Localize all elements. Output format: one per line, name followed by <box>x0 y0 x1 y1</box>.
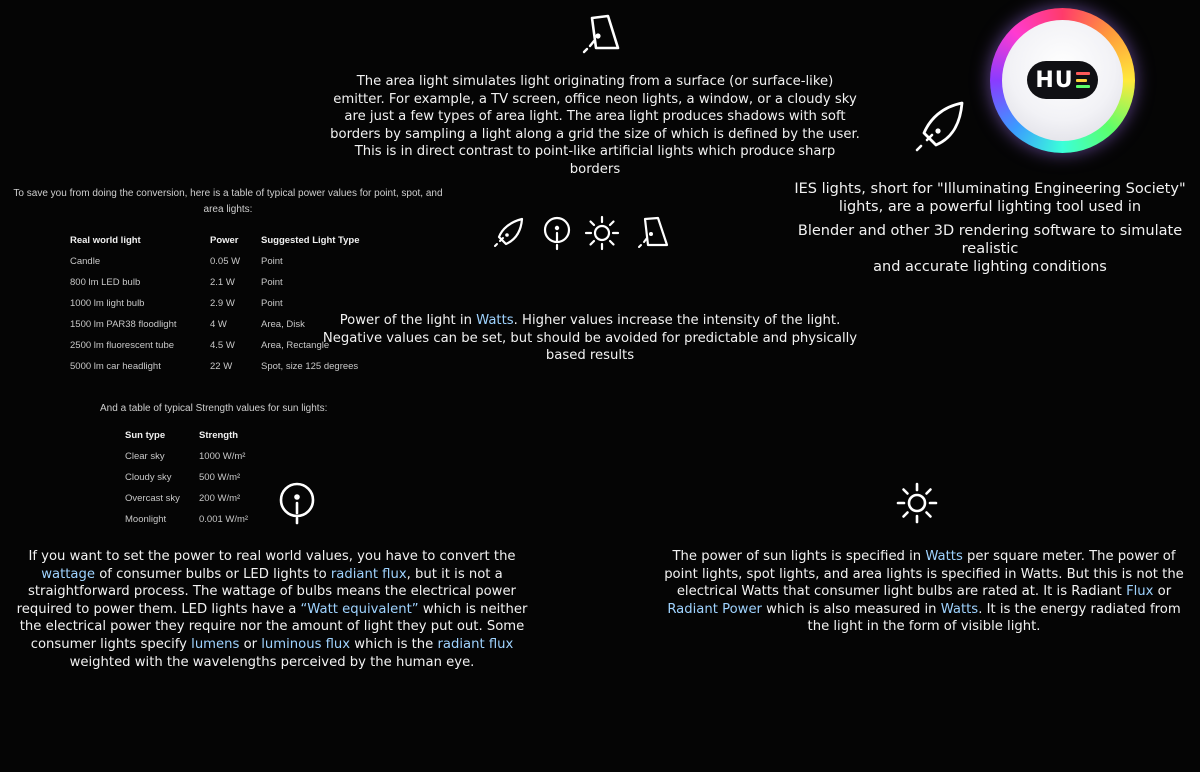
power-table-cell: Area, Disk <box>261 319 305 330</box>
power-table-header-light: Real world light <box>70 235 141 246</box>
power-table-cell: 2.1 W <box>210 277 235 288</box>
conversion-highlight-luminous-flux: luminous flux <box>261 636 351 652</box>
power-table-cell: 5000 lm car headlight <box>70 361 161 372</box>
hue-logo-inner <box>1002 20 1123 141</box>
sun-text: The power of sun lights is specified in <box>672 549 926 564</box>
power-table-cell: 1000 lm light bulb <box>70 298 145 309</box>
sun-highlight-watts: Watts <box>925 549 963 564</box>
point-light-icon <box>277 482 317 526</box>
conversion-text: , but it is not a straightforward process. The wattage of bulbs means the electrical power required to power them. LED lights have a <box>16 566 516 617</box>
power-table-cell: Point <box>261 277 283 288</box>
conversion-text: which is neither the electrical power they require nor the amount of light they put out. Some consumer lights specify <box>19 601 528 652</box>
sun-highlight-flux: Flux <box>1126 584 1154 600</box>
hue-logo-text: HU <box>1035 67 1074 93</box>
power-table-intro-line-2: area lights: <box>203 204 253 215</box>
sun-paragraph <box>660 548 1188 636</box>
sun-table-cell: Cloudy sky <box>125 472 172 483</box>
sun-table-cell: 500 W/m² <box>199 472 241 483</box>
power-table-cell: 0.05 W <box>210 256 241 267</box>
power-table-cell: 1500 lm PAR38 floodlight <box>70 319 177 330</box>
power-table-cell: Spot, size 125 degrees <box>261 361 359 372</box>
power-table-header-power: Power <box>210 235 239 246</box>
sun-highlight-radiant-power: Radiant Power <box>667 601 762 617</box>
sun-table-cell: Clear sky <box>125 451 165 462</box>
conversion-highlight-radiant-flux: radiant flux <box>437 636 514 652</box>
power-table-intro <box>8 186 448 218</box>
sun-highlight-watts: Watts <box>940 601 979 617</box>
conversion-highlight-wattage: wattage <box>41 566 95 582</box>
ies-description <box>780 180 1200 276</box>
conversion-paragraph <box>6 548 538 671</box>
ies-line-2: lights, are a powerful lighting tool used in <box>838 199 1142 215</box>
conversion-text: If you want to set the power to real world values, you have to convert the <box>28 549 516 564</box>
hue-logo <box>990 8 1135 153</box>
power-table-cell: Point <box>261 256 283 267</box>
sun-text: which is also measured in <box>761 601 941 617</box>
power-table-cell: 4.5 W <box>210 340 235 351</box>
power-table-cell: 22 W <box>210 361 233 372</box>
sun-text: per square meter. The power of point lights, spot lights, and area lights is specified in Watts. But this is not the electrical Watts that consumer light bulbs are rated at. It is Radiant <box>664 549 1184 600</box>
sun-table-header-strength: Strength <box>199 430 239 441</box>
sun-table-cell: 1000 W/m² <box>199 451 246 462</box>
conversion-text: of consumer bulbs or LED lights to <box>95 566 331 582</box>
power-table-header-type: Suggested Light Type <box>261 235 360 246</box>
sun-table-cell: 0.001 W/m² <box>199 514 249 525</box>
ies-line-4: and accurate lighting conditions <box>873 259 1107 275</box>
hue-logo-e-bars <box>1076 71 1090 89</box>
power-table-cell: Area, Rectangle <box>261 340 330 351</box>
conversion-text: or <box>239 636 262 652</box>
power-table-cell: 2500 lm fluorescent tube <box>70 340 175 351</box>
spot-light-icon <box>912 99 968 155</box>
hue-logo-badge <box>1027 61 1098 99</box>
ies-line-1: IES lights, short for "Illuminating Engineering Society" <box>794 181 1186 197</box>
conversion-highlight-lumens: lumens <box>191 636 240 652</box>
power-table-intro-line-1: To save you from doing the conversion, here is a table of typical power values for point, spot, and <box>13 188 443 199</box>
sun-light-icon <box>896 482 938 524</box>
power-description <box>322 312 858 365</box>
sun-text: or <box>1153 584 1172 600</box>
area-light-icon <box>578 14 622 54</box>
sun-table-header-type: Sun type <box>125 430 166 441</box>
sun-table-intro: And a table of typical Strength values for sun lights: <box>100 403 328 414</box>
power-desc-watts: Watts <box>476 313 514 328</box>
power-table-cell: 2.9 W <box>210 298 235 309</box>
power-table-cell: Point <box>261 298 283 309</box>
conversion-highlight-watt-equivalent: “Watt equivalent” <box>300 601 419 617</box>
sun-table-cell: Overcast sky <box>125 493 180 504</box>
ies-line-3: Blender and other 3D rendering software to simulate realistic <box>797 223 1183 257</box>
sun-light-icon-small <box>584 215 620 251</box>
spot-light-icon-small <box>492 216 526 250</box>
power-desc-text: Power of the light in <box>339 313 477 328</box>
point-light-icon-small <box>540 215 574 251</box>
conversion-highlight-radiant-flux: radiant flux <box>330 566 407 582</box>
sun-text: . It is the energy radiated from the light in the form of visible light. <box>807 601 1181 635</box>
area-light-icon-small <box>634 216 670 250</box>
conversion-text: weighted with the wavelengths perceived by the human eye. <box>69 654 475 670</box>
conversion-text: which is the <box>350 636 438 652</box>
power-table-cell: 800 lm LED bulb <box>70 277 141 288</box>
power-desc-text: . Higher values increase the intensity of the light. Negative values can be set, but should be avoided for predictable and physically based results <box>322 313 858 364</box>
sun-table-cell: 200 W/m² <box>199 493 241 504</box>
power-table-cell: Candle <box>70 256 101 267</box>
area-light-paragraph: The area light simulates light originating from a surface (or surface-like) emitter. For example, a TV screen, office neon lights, a window, or a cloudy sky are just a few types of area light. The area light produces shadows with soft borders by sampling a light along a grid the size of which is defined by the user. This is in direct contrast to point-like artificial lights which produce sharp borders <box>330 74 860 177</box>
power-table-cell: 4 W <box>210 319 227 330</box>
sun-table-cell: Moonlight <box>125 514 167 525</box>
